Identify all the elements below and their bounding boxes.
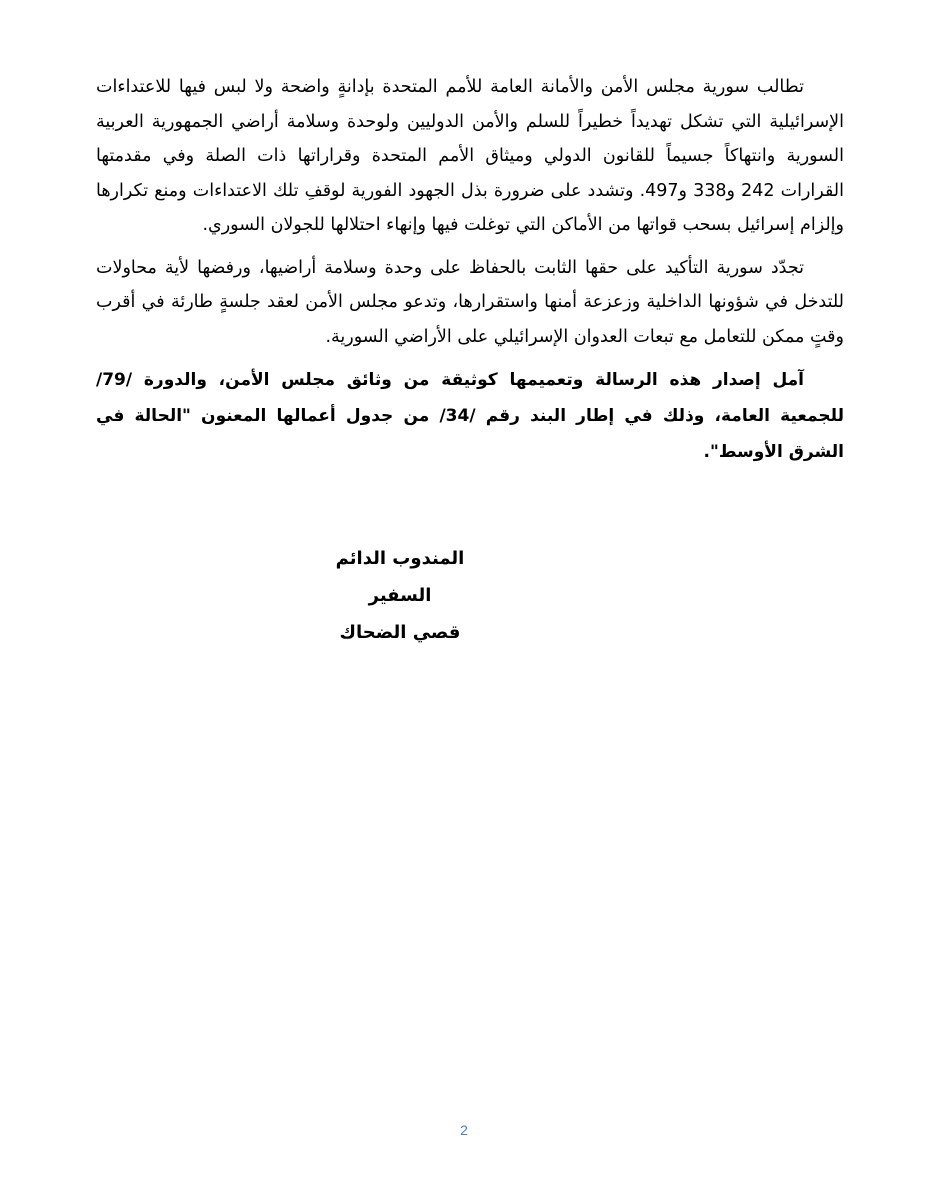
signature-title: المندوب الدائم: [335, 548, 465, 569]
signature-rank: السفير: [368, 585, 432, 606]
paragraph-condemnation: تطالب سورية مجلس الأمن والأمانة العامة للأمم المتحدة بإدانةٍ واضحة ولا لبس فيها للاعتداءات الإسرائيلية التي تشكل تهديداً خطيراً للسلم والأمن الدوليين ولوحدة وسلامة أراضي الجمهورية العربية السورية وانتهاكاً جسيماً للقانون الدولي وميثاق الأمم المتحدة وقراراتها ذات الصلة وفي مقدمتها القرارات 242 و338 و497. وتشدد على ضرورة بذل الجهود الفورية لوقفِ تلك الاعتداءات ومنع تكرارها وإلزام إسرائيل بسحب قواتها من الأماكن التي توغلت فيها وإنهاء احتلالها للجولان السوري.: [96, 77, 844, 235]
page-number: 2: [460, 1122, 468, 1138]
signature-name: قصي الضحاك: [339, 622, 461, 643]
paragraph-closing-request: آمل إصدار هذه الرسالة وتعميمها كوثيقة من وثائق مجلس الأمن، والدورة /79/ للجمعية العامة، وذلك في إطار البند رقم /34/ من جدول أعمالها المعنون "الحالة في الشرق الأوسط".: [96, 370, 844, 462]
paragraph-reaffirmation: تجدّد سورية التأكيد على حقها الثابت بالحفاظ على وحدة وسلامة أراضيها، ورفضها لأية محاولات للتدخل في شؤونها الداخلية وزعزعة أمنها واستقرارها، وتدعو مجلس الأمن لعقد جلسةٍ طارئة في أقرب وقتٍ ممكن للتعامل مع تبعات العدوان الإسرائيلي على الأراضي السورية.: [96, 257, 844, 347]
document-body: [96, 70, 844, 470]
signature-block: [300, 540, 500, 651]
